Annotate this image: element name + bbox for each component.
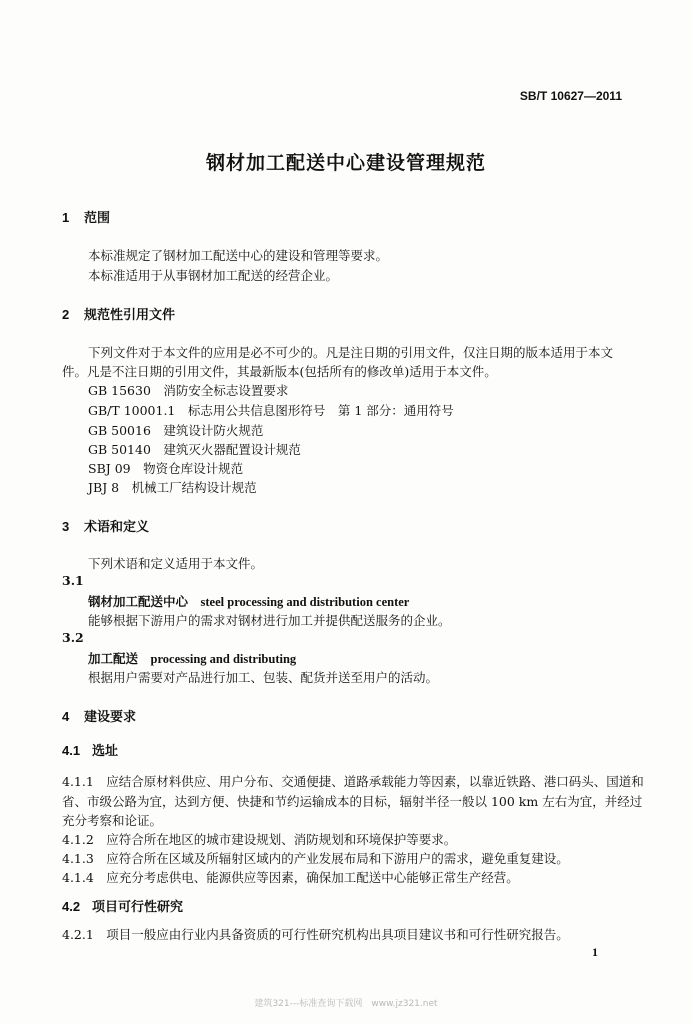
subsection-heading-site <box>62 740 118 759</box>
clause-line: 省、市级公路为宜，达到方便、快捷和节约运输成本的目标，辐射半径一般以 100 km 左右为宜，并经过 <box>62 794 643 809</box>
section-heading-construction <box>62 706 136 725</box>
section-number: 1 <box>62 210 70 225</box>
term-english: processing and distributing <box>150 652 297 666</box>
term-number: 3.2 <box>62 630 84 645</box>
term-entry <box>88 592 409 610</box>
clause-line: 充分考察和论证。 <box>62 813 163 828</box>
reference-item: GB/T 10001.1 标志用公共信息图形符号 第 1 部分：通用符号 <box>88 403 454 418</box>
section-title: 规范性引用文件 <box>84 308 176 323</box>
paragraph: 下列术语和定义适用于本文件。 <box>88 556 264 571</box>
clause: 4.1.3 应符合所在区域及所辐射区域内的产业发展布局和下游用户的需求，避免重复建设。 <box>62 851 569 866</box>
term-number: 3.1 <box>62 573 84 588</box>
section-title: 范围 <box>84 211 111 226</box>
section-title: 建设要求 <box>84 710 137 725</box>
reference-item: GB 50140 建筑灭火器配置设计规范 <box>88 442 301 457</box>
reference-item: GB 50016 建筑设计防火规范 <box>88 423 264 438</box>
clause: 4.1.4 应充分考虑供电、能源供应等因素，确保加工配送中心能够正常生产经营。 <box>62 870 519 885</box>
reference-item: GB 15630 消防安全标志设置要求 <box>88 383 289 398</box>
paragraph: 本标准适用于从事钢材加工配送的经营企业。 <box>88 268 339 283</box>
paragraph: 本标准规定了钢材加工配送中心的建设和管理等要求。 <box>88 248 389 263</box>
subsection-title: 选址 <box>92 744 119 759</box>
subsection-number: 4.2 <box>62 899 81 914</box>
section-number: 4 <box>62 709 70 724</box>
section-heading-normative-references <box>62 304 175 323</box>
section-number: 3 <box>62 519 70 534</box>
clause-line: 4.1.1 应结合原材料供应、用户分布、交通便捷、道路承载能力等因素，以靠近铁路、港口码头、国道和 <box>62 774 644 789</box>
section-title: 术语和定义 <box>84 520 150 535</box>
clause: 4.1.2 应符合所在地区的城市建设规划、消防规划和环境保护等要求。 <box>62 832 457 847</box>
reference-item: SBJ 09 物资仓库设计规范 <box>88 461 244 476</box>
watermark-footer: 建筑321---标准查询下载网 www.jz321.net <box>254 999 438 1009</box>
term-name: 钢材加工配送中心 <box>88 594 189 609</box>
subsection-heading-feasibility <box>62 896 183 915</box>
term-english: steel processing and distribution center <box>200 595 410 609</box>
term-definition: 能够根据下游用户的需求对钢材进行加工并提供配送服务的企业。 <box>88 613 451 628</box>
section-heading-terms <box>62 516 149 535</box>
page-number: 1 <box>592 945 598 959</box>
standard-number: SB/T 10627—2011 <box>519 89 622 103</box>
paragraph-line: 件。凡是不注日期的引用文件，其最新版本(包括所有的修改单)适用于本文件。 <box>62 364 497 379</box>
document-title: 钢材加工配送中心建设管理规范 <box>205 152 486 174</box>
subsection-number: 4.1 <box>62 743 81 758</box>
term-name: 加工配送 <box>88 651 139 666</box>
reference-item: JBJ 8 机械工厂结构设计规范 <box>88 480 257 495</box>
term-definition: 根据用户需要对产品进行加工、包装、配货并送至用户的活动。 <box>88 670 439 685</box>
clause: 4.2.1 项目一般应由行业内具备资质的可行性研究机构出具项目建议书和可行性研究报告。 <box>62 927 569 942</box>
section-heading-scope <box>62 207 110 226</box>
paragraph-line: 下列文件对于本文件的应用是必不可少的。凡是注日期的引用文件，仅注日期的版本适用于本文 <box>88 345 614 360</box>
term-entry <box>88 649 296 667</box>
subsection-title: 项目可行性研究 <box>92 900 184 915</box>
section-number: 2 <box>62 307 70 322</box>
